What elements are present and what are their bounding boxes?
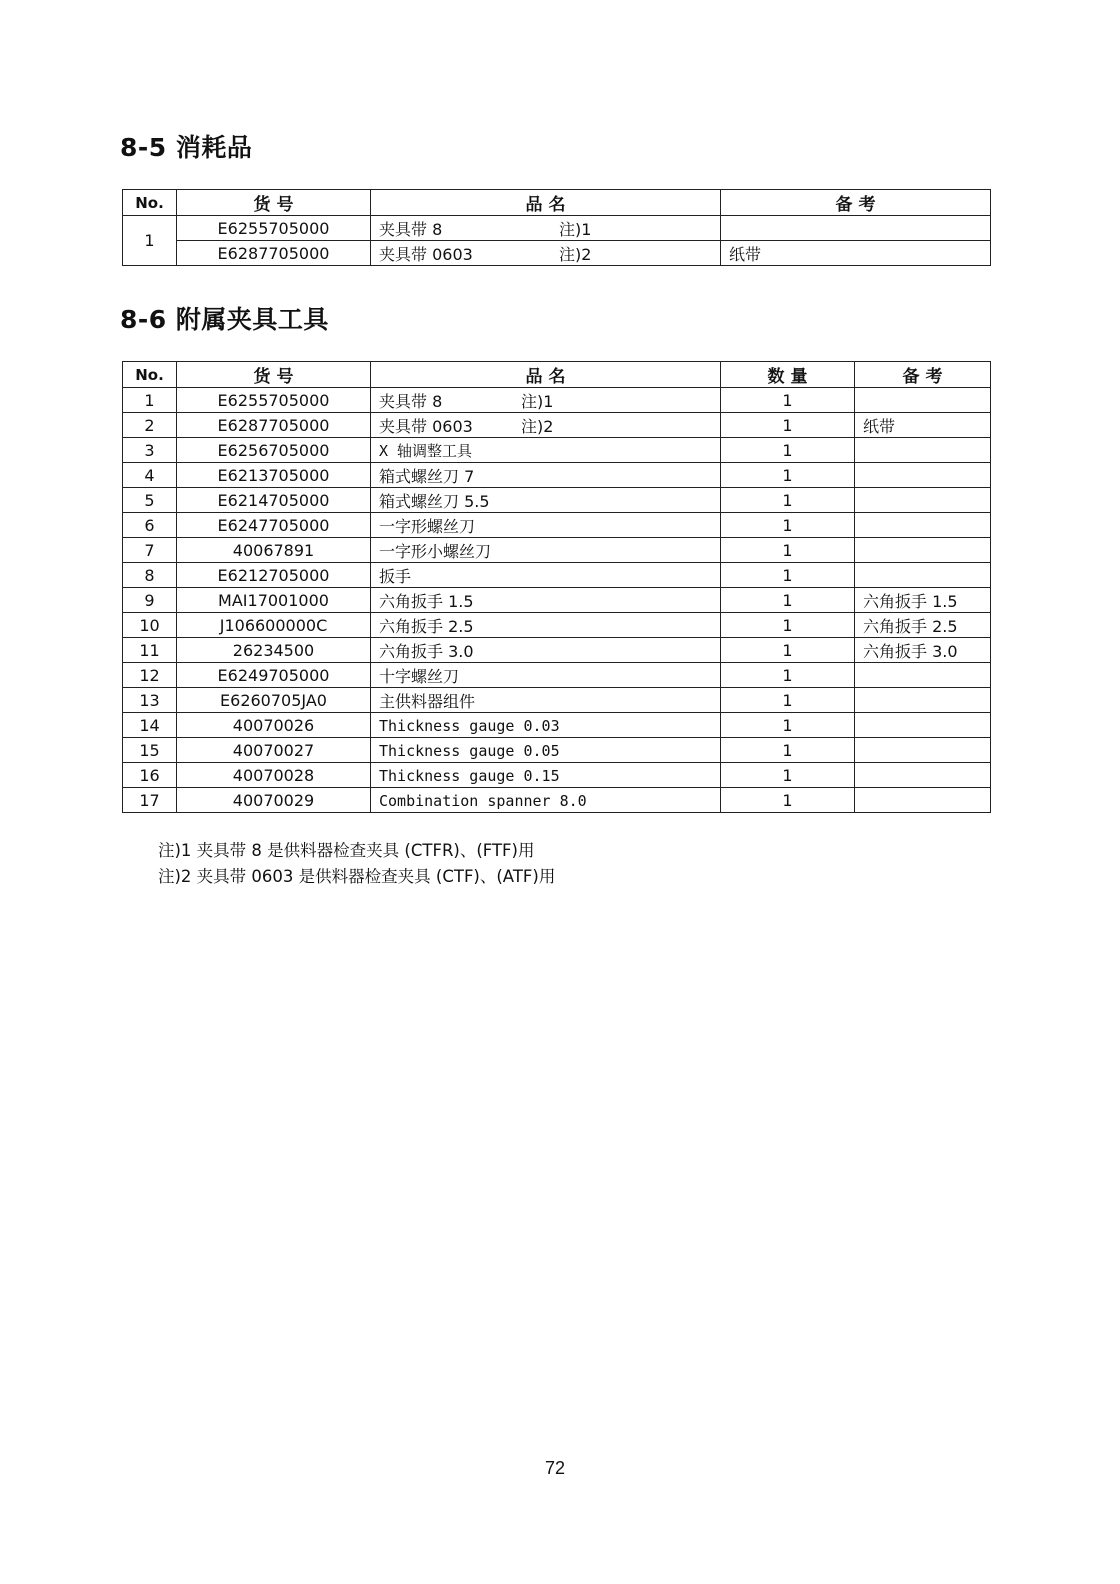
- row-no: 1: [123, 216, 177, 266]
- item-name: [371, 613, 721, 638]
- part-number: 40067891: [177, 538, 371, 563]
- item-name-text: 夹具带 8: [379, 391, 443, 411]
- quantity: 1: [721, 763, 855, 788]
- item-name: [371, 663, 721, 688]
- quantity: 1: [721, 788, 855, 813]
- item-name: [371, 488, 721, 513]
- quantity: 1: [721, 638, 855, 663]
- remark: [855, 438, 991, 463]
- table-row: [123, 713, 991, 738]
- item-name-text: 十字螺丝刀: [379, 666, 460, 686]
- item-name: [371, 413, 721, 438]
- header-part-number: 货 号: [177, 362, 371, 388]
- table-row: [123, 588, 991, 613]
- remark: 纸带: [855, 413, 991, 438]
- table-row: [123, 388, 991, 413]
- row-no: 12: [123, 663, 177, 688]
- table-row: [123, 613, 991, 638]
- remark: 六角扳手 1.5: [855, 588, 991, 613]
- item-name-text: Thickness gauge 0.03: [379, 716, 560, 735]
- item-name-text: 六角扳手 1.5: [379, 591, 474, 611]
- remark: [855, 388, 991, 413]
- accessory-tools-table: [122, 361, 991, 813]
- remark: [855, 563, 991, 588]
- quantity: 1: [721, 713, 855, 738]
- item-name-text: 夹具带 0603: [379, 244, 473, 264]
- part-number: E6287705000: [177, 241, 371, 266]
- header-name: 品 名: [371, 190, 721, 216]
- remark: [855, 738, 991, 763]
- item-name: [371, 438, 721, 463]
- table-row: [123, 413, 991, 438]
- item-name-text: X 轴调整工具: [379, 441, 473, 460]
- quantity: 1: [721, 488, 855, 513]
- item-name-text: 一字形螺丝刀: [379, 516, 476, 536]
- row-no: 8: [123, 563, 177, 588]
- row-no: 6: [123, 513, 177, 538]
- part-number: E6256705000: [177, 438, 371, 463]
- item-name: [371, 763, 721, 788]
- item-name-text: Combination spanner 8.0: [379, 791, 587, 810]
- quantity: 1: [721, 438, 855, 463]
- item-name-text: 一字形小螺丝刀: [379, 541, 492, 561]
- item-name: [371, 738, 721, 763]
- row-no: 11: [123, 638, 177, 663]
- remark: [855, 788, 991, 813]
- remark: [855, 513, 991, 538]
- quantity: 1: [721, 588, 855, 613]
- table-row: [123, 738, 991, 763]
- header-remark: 备 考: [855, 362, 991, 388]
- item-name: [371, 688, 721, 713]
- remark: 六角扳手 3.0: [855, 638, 991, 663]
- page-number: 72: [544, 1458, 566, 1478]
- quantity: 1: [721, 688, 855, 713]
- item-name: [371, 388, 721, 413]
- header-part-number: 货 号: [177, 190, 371, 216]
- section-8-6-title: 8-6 附属夹具工具: [120, 305, 329, 334]
- header-remark: 备 考: [721, 190, 991, 216]
- part-number: E6214705000: [177, 488, 371, 513]
- quantity: 1: [721, 613, 855, 638]
- table-header-row: [123, 190, 991, 216]
- item-note: 注)2: [559, 244, 592, 264]
- header-no: No.: [123, 362, 177, 388]
- remark: [855, 763, 991, 788]
- row-no: 7: [123, 538, 177, 563]
- table-row: [123, 513, 991, 538]
- quantity: 1: [721, 388, 855, 413]
- item-note: 注)1: [521, 391, 554, 411]
- row-no: 14: [123, 713, 177, 738]
- table-row: [123, 488, 991, 513]
- item-name-text: 六角扳手 2.5: [379, 616, 474, 636]
- item-name: [371, 216, 721, 241]
- quantity: 1: [721, 663, 855, 688]
- part-number: E6260705JA0: [177, 688, 371, 713]
- table-row: [123, 638, 991, 663]
- table-row: [123, 763, 991, 788]
- part-number: 40070028: [177, 763, 371, 788]
- part-number: E6287705000: [177, 413, 371, 438]
- item-name-text: 箱式螺丝刀 5.5: [379, 491, 490, 511]
- row-no: 13: [123, 688, 177, 713]
- remark: [721, 216, 991, 241]
- row-no: 1: [123, 388, 177, 413]
- part-number: E6255705000: [177, 388, 371, 413]
- part-number: E6213705000: [177, 463, 371, 488]
- remark: [855, 713, 991, 738]
- item-name: [371, 513, 721, 538]
- remark: [855, 688, 991, 713]
- part-number: E6212705000: [177, 563, 371, 588]
- item-name-text: Thickness gauge 0.05: [379, 741, 560, 760]
- row-no: 2: [123, 413, 177, 438]
- table-row: [123, 438, 991, 463]
- item-name: [371, 588, 721, 613]
- table-row: [123, 538, 991, 563]
- part-number: E6255705000: [177, 216, 371, 241]
- quantity: 1: [721, 513, 855, 538]
- table-row: [123, 463, 991, 488]
- table-row: [123, 563, 991, 588]
- part-number: 40070027: [177, 738, 371, 763]
- remark: [855, 463, 991, 488]
- section-8-5-title: 8-5 消耗品: [120, 133, 253, 162]
- item-name: [371, 463, 721, 488]
- quantity: 1: [721, 563, 855, 588]
- item-name: [371, 638, 721, 663]
- item-name: [371, 538, 721, 563]
- table-header-row: [123, 362, 991, 388]
- header-name: 品 名: [371, 362, 721, 388]
- item-name-text: 箱式螺丝刀 7: [379, 466, 475, 486]
- table-row: [123, 241, 991, 266]
- footnote-1: 注)1 夹具带 8 是供料器检查夹具 (CTFR)、(FTF)用: [158, 841, 535, 860]
- row-no: 16: [123, 763, 177, 788]
- part-number: 40070029: [177, 788, 371, 813]
- item-name-text: 主供料器组件: [379, 691, 476, 711]
- table-row: [123, 788, 991, 813]
- part-number: MAI17001000: [177, 588, 371, 613]
- row-no: 3: [123, 438, 177, 463]
- item-name: [371, 563, 721, 588]
- item-name-text: 夹具带 0603: [379, 416, 473, 436]
- footnotes: [158, 838, 555, 890]
- row-no: 4: [123, 463, 177, 488]
- part-number: J106600000C: [177, 613, 371, 638]
- part-number: 26234500: [177, 638, 371, 663]
- row-no: 5: [123, 488, 177, 513]
- quantity: 1: [721, 463, 855, 488]
- item-name: [371, 788, 721, 813]
- remark: 纸带: [721, 241, 991, 266]
- quantity: 1: [721, 413, 855, 438]
- item-name-text: 六角扳手 3.0: [379, 641, 474, 661]
- part-number: E6249705000: [177, 663, 371, 688]
- remark: 六角扳手 2.5: [855, 613, 991, 638]
- row-no: 10: [123, 613, 177, 638]
- row-no: 17: [123, 788, 177, 813]
- remark: [855, 488, 991, 513]
- item-note: 注)2: [521, 416, 554, 436]
- footnote-2: 注)2 夹具带 0603 是供料器检查夹具 (CTF)、(ATF)用: [158, 867, 556, 886]
- item-name: [371, 241, 721, 266]
- table-row: [123, 663, 991, 688]
- remark: [855, 538, 991, 563]
- remark: [855, 663, 991, 688]
- item-name-text: Thickness gauge 0.15: [379, 766, 560, 785]
- part-number: E6247705000: [177, 513, 371, 538]
- quantity: 1: [721, 538, 855, 563]
- row-no: 15: [123, 738, 177, 763]
- part-number: 40070026: [177, 713, 371, 738]
- quantity: 1: [721, 738, 855, 763]
- item-name-text: 扳手: [379, 566, 412, 586]
- item-name-text: 夹具带 8: [379, 219, 443, 239]
- header-quantity: 数 量: [721, 362, 855, 388]
- consumables-table: [122, 189, 991, 266]
- item-name: [371, 713, 721, 738]
- item-note: 注)1: [559, 219, 592, 239]
- header-no: No.: [123, 190, 177, 216]
- table-row: [123, 688, 991, 713]
- table-row: [123, 216, 991, 241]
- row-no: 9: [123, 588, 177, 613]
